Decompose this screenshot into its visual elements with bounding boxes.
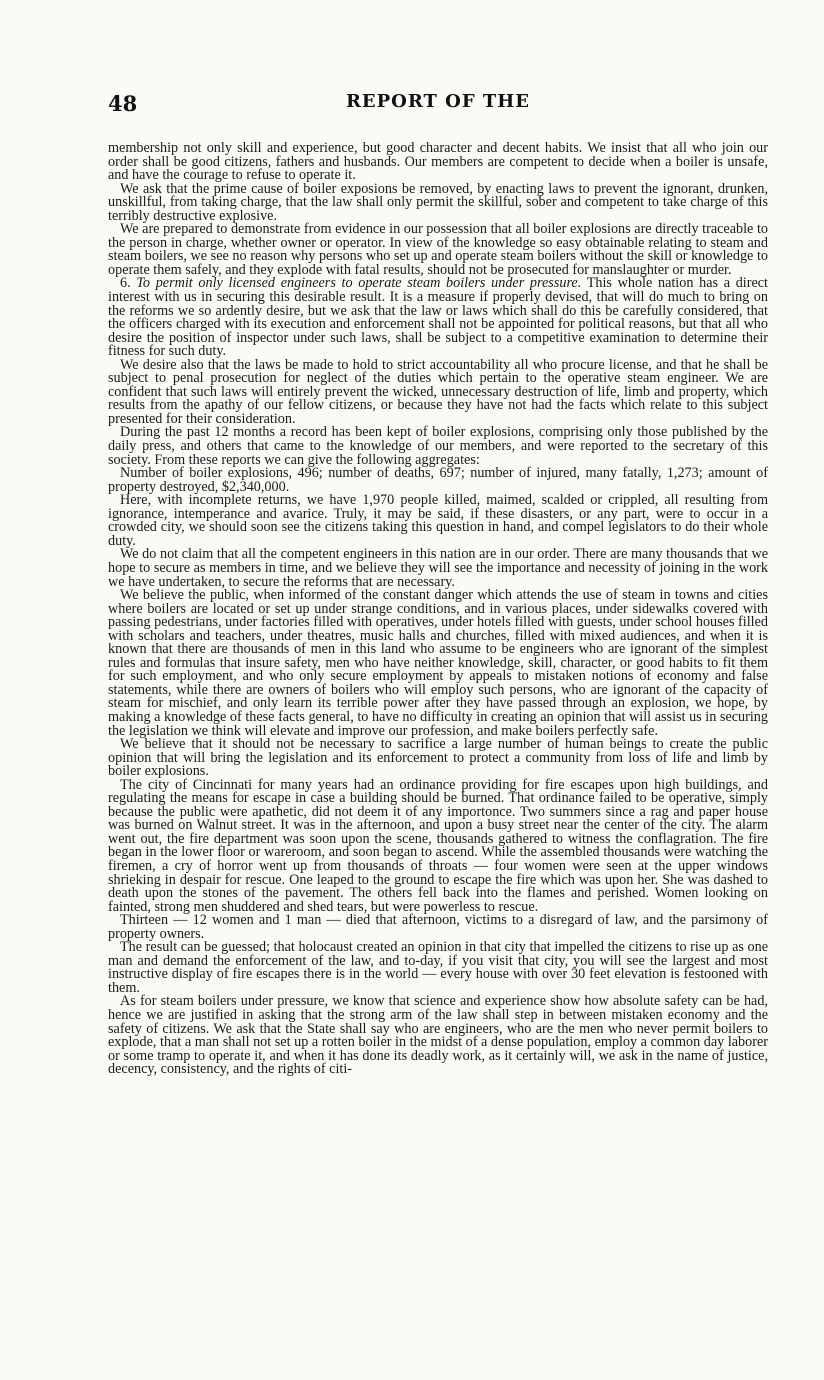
paragraph: Thirteen — 12 women and 1 man — died that afternoon, victims to a disregard of law, and the parsimony of property owners. <box>108 912 768 942</box>
paragraph: As for steam boilers under pressure, we know that science and experience show how absolute safety can be had, hence we are justified in asking that the strong arm of the law shall step in between mistaken economy and the safety of citizens. We ask that the State shall say who are engineers, who are the men who never permit boilers to explode, that a man shall not set up a rotten boiler in the midst of a dense population, employ a common day laborer or some tramp to operate it, and when it has done its deadly work, as it certainly will, we ask in the name of justice, decency, consistency, and the rights of citi- <box>108 993 768 1078</box>
paragraph: We do not claim that all the competent engineers in this nation are in our order. There are many thousands that we hope to secure as members in time, and we believe they will see the importance and necessity of joining in the work we have undertaken, to secure the reforms that are necessary. <box>108 546 768 590</box>
page-header <box>108 91 768 117</box>
paragraph: Here, with incomplete returns, we have 1,970 people killed, maimed, scalded or crippled, all resulting from ignorance, intemperance and avarice. Truly, it may be said, if these disasters, or any part, were to occur in a crowded city, we should soon see the citizens taking this question in hand, and compel legislators to do their whole duty. <box>108 492 768 549</box>
statistics-paragraph: Number of boiler explosions, 496; number of deaths, 697; number of injured, many fatally, 1,273; amount of property destroyed, $2,340,000. <box>108 465 768 495</box>
numbered-item <box>108 277 768 358</box>
running-head: REPORT OF THE <box>345 91 531 112</box>
paragraph: We desire also that the laws be made to hold to strict accountability all who procure license, and that he shall be subject to penal prosecution for neglect of the duties which pertain to the operative steam engineer. We are confident that such laws will entirely prevent the wicked, unnecessary destruction of life, limb and property, which results from the apathy of our fellow citizens, or because they have not had the facts which relate to this subject presented for their consideration. <box>108 356 768 427</box>
paragraph: The result can be guessed; that holocaust created an opinion in that city that impelled the citizens to rise up as one man and demand the enforcement of the law, and to-day, if you visit that city, you will see the largest and most instructive display of fire escapes there is in the world — every house with over 30 feet elevation is festooned with them. <box>108 939 768 996</box>
paragraph: The city of Cincinnati for many years had an ordinance providing for fire escapes upon high buildings, and regulating the means for escape in case a building should be burned. That ordinance failed to be operative, simply because the public were apathetic, did not deem it of any importonce. Two summers since a rag and paper house was burned on Walnut street. It was in the afternoon, and upon a busy street near the center of the city. The alarm went out, the fire department was soon upon the scene, thousands gathered to witness the conflagration. The fire began in the lower floor or wareroom, and soon began to ascend. While the assembled thousands were watching the firemen, a cry of horror went up from thousands of throats — four women were seen at the upper windows shrieking in despair for rescue. One leaped to the ground to escape the fire which was upon her. She was dashed to death upon the stones of the pavement. The others fell back into the flames and perished. Women looking on fainted, strong men shuddered and shed tears, but were powerless to rescue. <box>108 776 768 915</box>
paragraph: We are prepared to demonstrate from evidence in our possession that all boiler explosions are directly traceable to the person in charge, whether owner or operator. In view of the knowledge so easy obtainable relating to steam and steam boilers, we see no reason why persons who set up and operate steam boilers without the skill or knowledge to operate them safely, and they explode with fatal results, should not be prosecuted for manslaughter or murder. <box>108 221 768 278</box>
paragraph: We ask that the prime cause of boiler exposions be removed, by enacting laws to prevent the ignorant, drunken, unskillful, from taking charge, that the law shall only permit the skillful, sober and competent to take charge of this terribly destructive explosive. <box>108 180 768 224</box>
body-text <box>108 142 768 1077</box>
paragraph: We believe the public, when informed of the constant danger which attends the use of steam in towns and cities where boilers are located or set up under strange conditions, and in various places, under sidewalks covered with passing pedestrians, under factories filled with operatives, under hotels filled with guests, under school houses filled with scholars and teachers, under theatres, music halls and churches, filled with mixed audiences, and when it is known that there are thousands of men in this land who assume to be engineers who are ignorant of the simplest rules and formulas that insure safety, men who have neither knowledge, skill, character, or good habits to fit them for such employment, and who only secure employment by appeals to mistaken notions of economy and false statements, while there are owners of boilers who will employ such persons, who are ignorant of the capacity of steam for mischief, and only learn its terrible power after they have passed through an explosion, we hope, by making a knowledge of these facts general, to have no difficulty in creating an opinion that will assist us in securing the legislation we think will elevate and improve our profession, and make boilers perfectly safe. <box>108 587 768 739</box>
item-body: This whole nation has a direct interest with us in securing this desirable result. It is a measure if properly devised, that will do much to bring on the reforms we so ardently desire, but we ask that the law or laws which shall do this be carefully considered, that the officers charged with its execution and enforcement shall not be appointed for political reasons, but that all who desire the position of inspector under such laws, shall be subject to a competitive examination to determine their fitness for such duty. <box>108 275 768 360</box>
item-lead: To permit only licensed engineers to operate steam boilers under pressure. <box>136 275 582 292</box>
page-number: 48 <box>108 91 138 116</box>
paragraph: membership not only skill and experience, but good character and decent habits. We insist that all who join our order shall be good citizens, fathers and husbands. Our members are competent to decide when a boiler is unsafe, and have the courage to refuse to operate it. <box>108 140 768 184</box>
paragraph: During the past 12 months a record has been kept of boiler explosions, comprising only those published by the daily press, and others that came to the knowledge of our members, and were reported to the secretary of this society. From these reports we can give the following aggregates: <box>108 424 768 468</box>
item-number: 6. <box>120 275 131 292</box>
paragraph: We believe that it should not be necessary to sacrifice a large number of human beings to create the public opinion that will bring the legislation and its enforcement to protect a community from loss of life and limb by boiler explosions. <box>108 736 768 780</box>
